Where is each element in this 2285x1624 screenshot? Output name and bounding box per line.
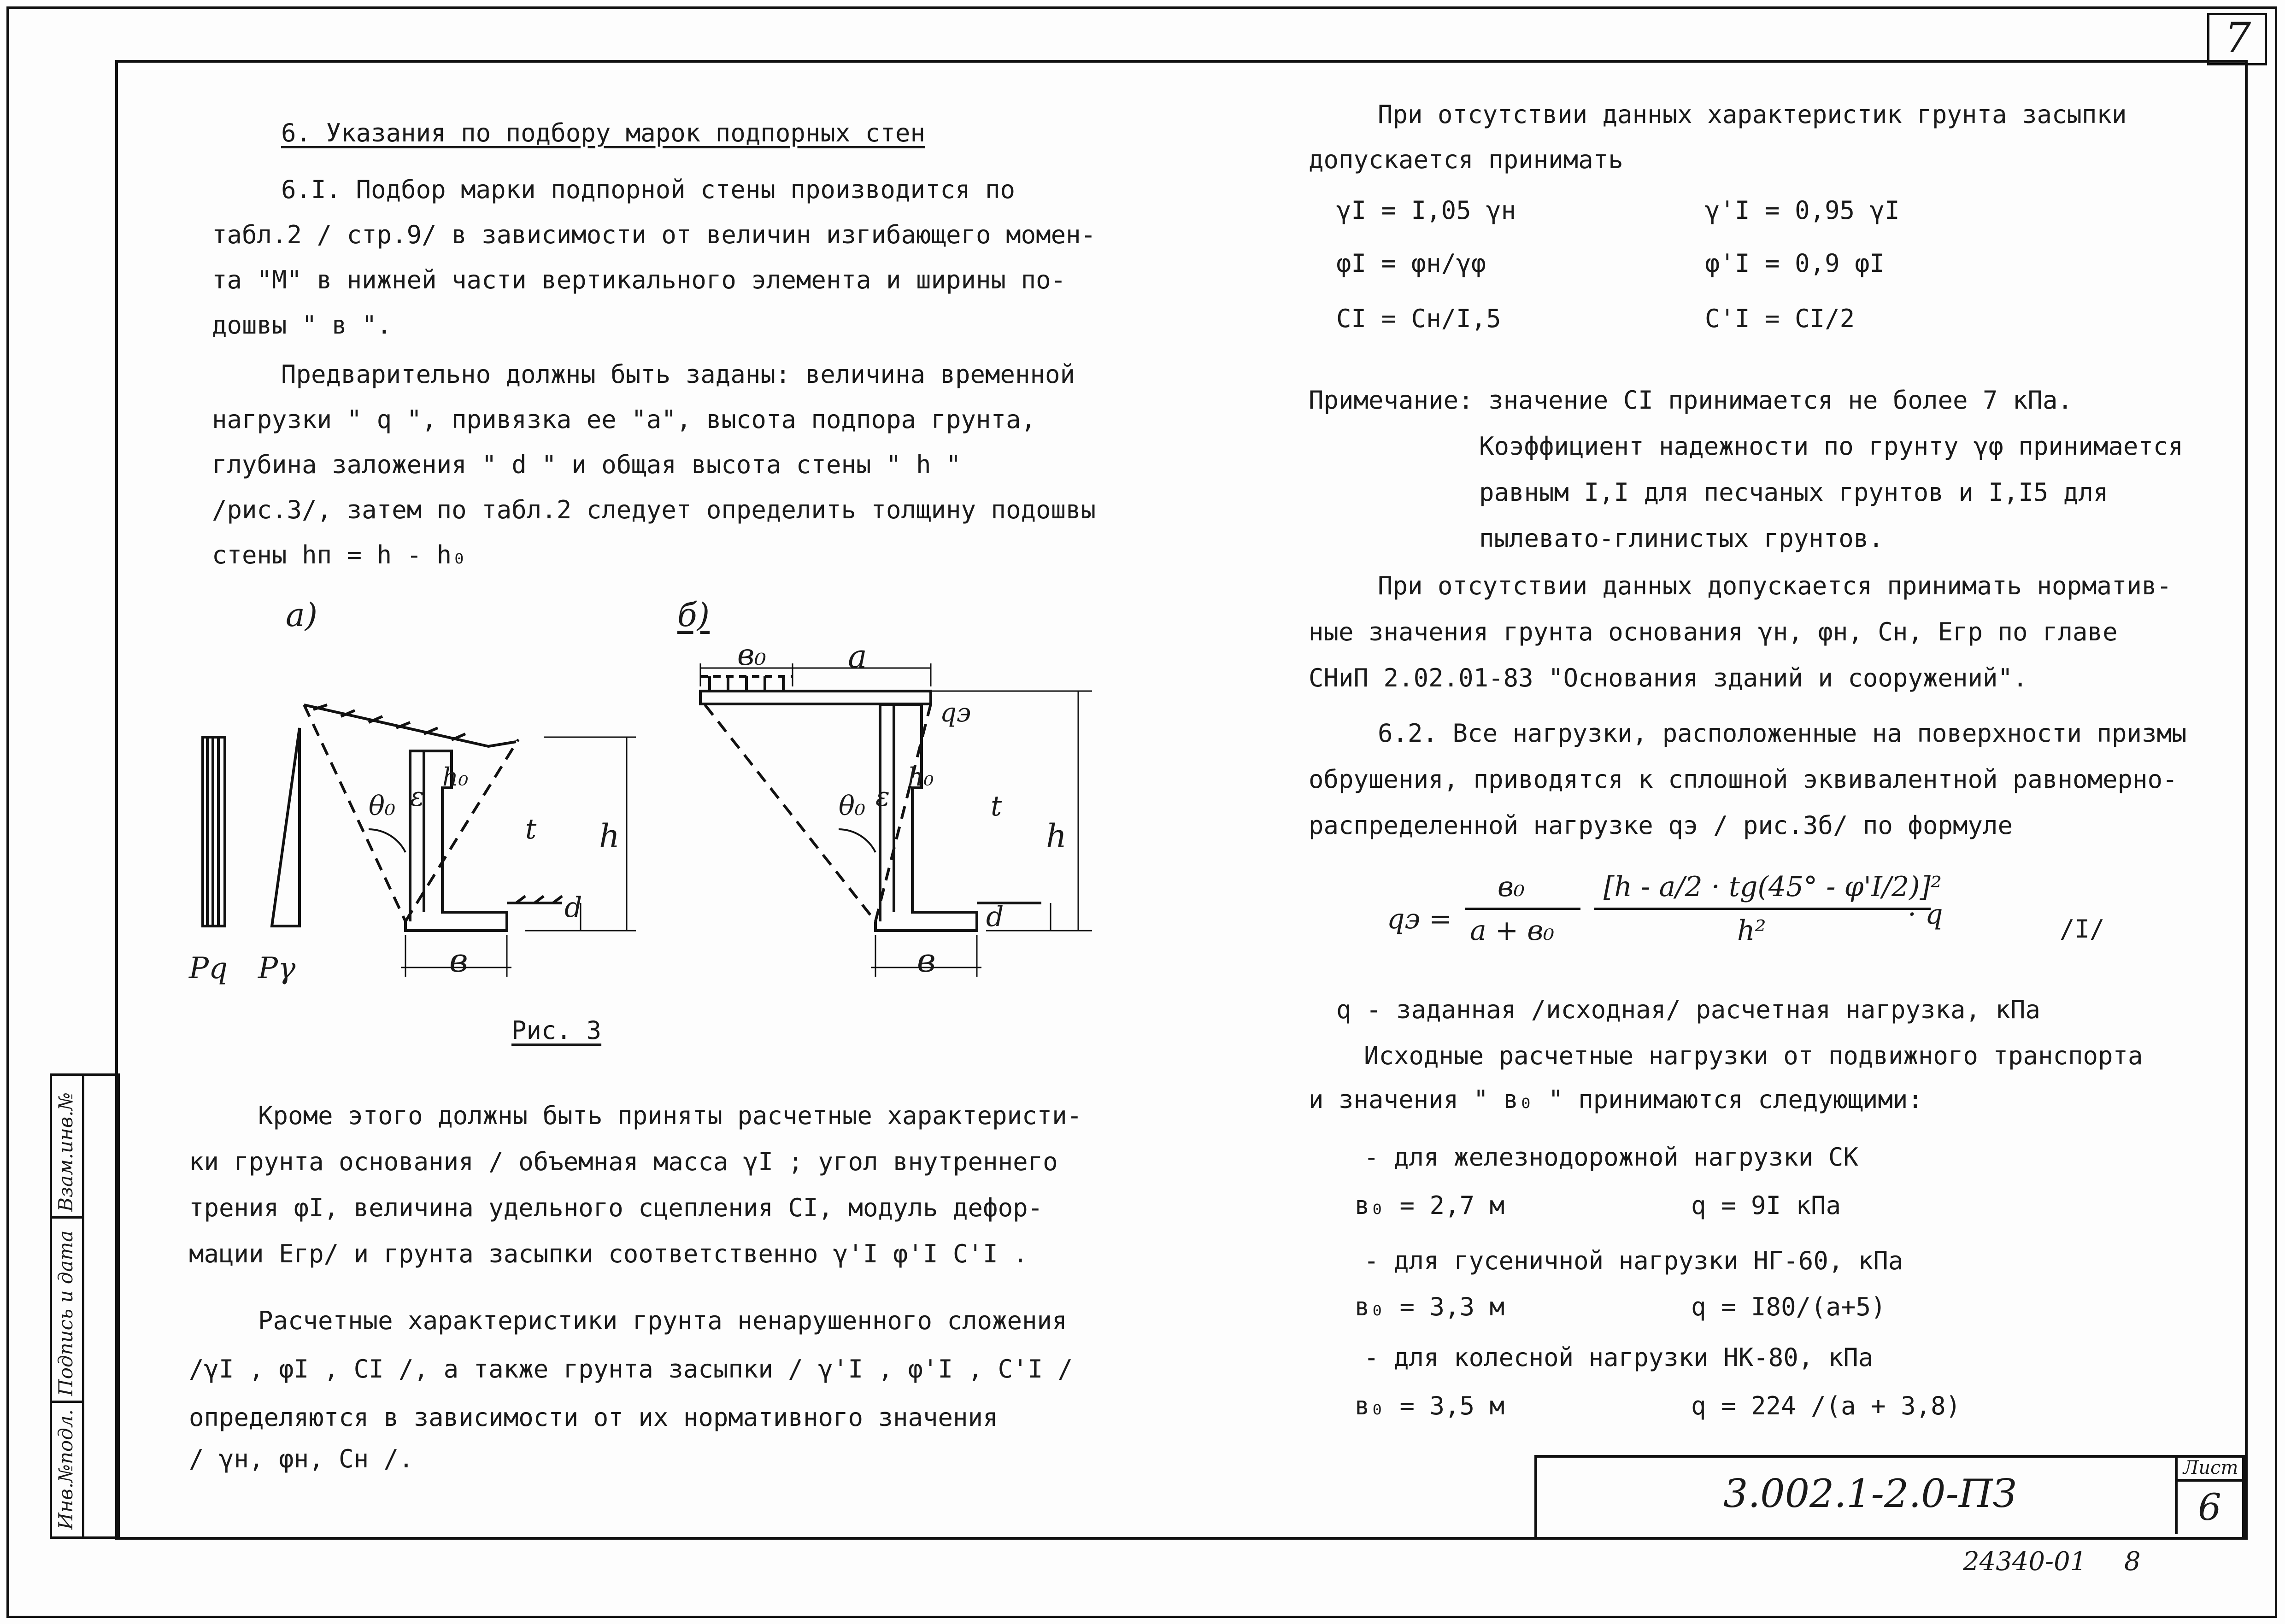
label-b-a: в	[449, 942, 468, 979]
right-para2-line: СНиП 2.02.01-83 "Основания зданий и сооружений".	[1309, 663, 2028, 692]
formula-frac1-den: а + в₀	[1470, 915, 1555, 947]
formula-frac2-num: [h - а/2 · tg(45° - φ'I/2)]²	[1604, 871, 1942, 903]
right-para1-line: При отсутствии данных характеристик грунта засыпки	[1378, 100, 2127, 129]
right-para3-line: распределенной нагрузке qэ / рис.3б/ по формуле	[1309, 811, 2013, 840]
load-title: - для колесной нагрузки НК-80, кПа	[1364, 1343, 1874, 1372]
sheet-number: 6	[2198, 1486, 2221, 1529]
pressure-diagram-pg	[272, 728, 300, 926]
label-theta-a: θ₀	[369, 790, 396, 821]
right-para2-line: При отсутствии данных допускается принимать норматив-	[1378, 571, 2172, 600]
para1-line: 6.I. Подбор марки подпорной стены производится по	[281, 175, 1016, 204]
load-q: q = 9I кПа	[1691, 1191, 1841, 1220]
formula-number: /I/	[2060, 915, 2105, 944]
para2-line: глубина заложения " d " и общая высота стены " h "	[212, 450, 961, 479]
corner-number: 7	[2225, 14, 2251, 62]
right-para3-line: обрушения, приводятся к сплошной эквивалентной равномерно-	[1309, 765, 2178, 794]
para4-line: /γI , φI , CI /, а также грунта засыпки / γ'I , φ'I , C'I /	[189, 1354, 1073, 1384]
stamp-divider	[82, 1073, 84, 1537]
label-d-b: d	[986, 901, 1004, 933]
load-q: q = I80/(а+5)	[1691, 1292, 1886, 1321]
label-pq: Pq	[189, 951, 228, 985]
label-q9-b: qэ	[940, 698, 971, 728]
fraction-bar	[1594, 908, 1931, 910]
para2-line: /рис.3/, затем по табл.2 следует определить толщину подошвы	[212, 495, 1096, 524]
load-q: q = 224 /(а + 3,8)	[1691, 1391, 1961, 1420]
right-para4-line: и значения " в₀ " принимаются следующими:	[1309, 1085, 1923, 1114]
para3-line: мации Егр/ и грунта засыпки соответственно γ'I φ'I C'I .	[189, 1239, 1028, 1268]
formula-frac1-num: в₀	[1498, 871, 1525, 903]
right-para3-line: 6.2. Все нагрузки, расположенные на поверхности призмы	[1378, 719, 2187, 748]
label-t-a: t	[525, 813, 537, 845]
figure-b-label: б)	[677, 596, 710, 634]
fraction-bar	[1465, 908, 1580, 910]
right-para4-line: q - заданная /исходная/ расчетная нагрузка, кПа	[1336, 995, 2041, 1024]
label-h0-b: h₀	[908, 762, 934, 791]
stamp-divider	[50, 1401, 84, 1403]
para1-line: табл.2 / стр.9/ в зависимости от величин изгибающего момен-	[212, 220, 1096, 249]
stamp-signature-date: Подпись и дата	[54, 1230, 77, 1396]
note-line: пылевато-глинистых грунтов.	[1479, 524, 1884, 553]
stamp-inv-podl: Инв.№подл.	[54, 1409, 77, 1530]
para2-line: стены hп = h - h₀	[212, 540, 467, 569]
note-line: равным I,I для песчаных грунтов и I,I5 для	[1479, 478, 2109, 507]
document-code: 3.002.1-2.0-ПЗ	[1723, 1471, 2017, 1516]
figure-caption: Рис. 3	[511, 1016, 602, 1045]
section-heading: 6. Указания по подбору марок подпорных стен	[281, 118, 925, 147]
right-para1-line: допускается принимать	[1309, 145, 1623, 174]
para4-line: / γн, φн, Cн /.	[189, 1444, 414, 1473]
equation: φ'I = 0,9 φI	[1705, 249, 1885, 278]
load-b0: в₀ = 3,5 м	[1355, 1391, 1505, 1420]
note-line: Коэффициент надежности по грунту γφ принимается	[1479, 432, 2184, 461]
label-d-a: d	[564, 891, 582, 924]
equation: γI = I,05 γн	[1336, 196, 1516, 225]
ground-surface-a	[304, 705, 516, 746]
para1-line: та "М" в нижней части вертикального элемента и ширины по-	[212, 265, 1066, 294]
para3-line: Кроме этого должны быть приняты расчетные характеристи-	[258, 1101, 1082, 1130]
label-theta-b: θ₀	[839, 790, 866, 821]
para1-line: дошвы " в ".	[212, 311, 392, 340]
archive-page: 8	[2124, 1547, 2141, 1577]
label-pg: Pγ	[258, 951, 296, 985]
label-h-a: h	[599, 817, 620, 855]
label-b-b: в	[917, 942, 936, 979]
label-t-b: t	[991, 790, 1002, 822]
load-b0: в₀ = 2,7 м	[1355, 1191, 1505, 1220]
formula-frac2-den: h²	[1737, 915, 1766, 947]
para4-line: определяются в зависимости от их нормативного значения	[189, 1403, 998, 1432]
para4-line: Расчетные характеристики грунта ненарушенного сложения	[258, 1306, 1067, 1335]
label-eps-a: ε	[410, 781, 425, 812]
para3-line: трения φI, величина удельного сцепления CI, модуль дефор-	[189, 1193, 1043, 1222]
para2-line: Предварительно должны быть заданы: величина временной	[281, 360, 1075, 389]
equation: CI = Cн/I,5	[1336, 304, 1501, 333]
load-title: - для гусеничной нагрузки НГ-60, кПа	[1364, 1246, 1903, 1275]
load-b0: в₀ = 3,3 м	[1355, 1292, 1505, 1321]
equation: γ'I = 0,95 γI	[1705, 196, 1900, 225]
label-b0-b: в₀	[737, 638, 766, 672]
sheet-label: Лист	[2183, 1457, 2238, 1478]
equation: φI = φн/γφ	[1336, 249, 1486, 278]
equation: C'I = CI/2	[1705, 304, 1855, 333]
para2-line: нагрузки " q ", привязка ее "а", высота подпора грунта,	[212, 405, 1036, 434]
right-para2-line: ные значения грунта основания γн, φн, Cн, Eгр по главе	[1309, 617, 2118, 646]
figure-a-label: а)	[286, 596, 318, 634]
load-title: - для железнодорожной нагрузки СК	[1364, 1143, 1858, 1172]
note-line: Примечание: значение CI принимается не более 7 кПа.	[1309, 386, 2073, 415]
label-h0-a: h₀	[442, 762, 469, 791]
formula-lhs: qэ =	[1387, 903, 1452, 935]
load-strip-b	[700, 691, 931, 704]
stamp-divider	[50, 1216, 84, 1219]
label-a-b: а	[848, 638, 867, 675]
label-h-b: h	[1046, 817, 1067, 855]
right-para4-line: Исходные расчетные нагрузки от подвижного транспорта	[1364, 1041, 2143, 1070]
title-block-divider	[2175, 1479, 2242, 1482]
stamp-vzam-inv: Взам.инв.№	[54, 1092, 77, 1212]
title-block-divider	[2175, 1455, 2178, 1534]
formula-tail: · q	[1908, 898, 1943, 931]
wall-b	[875, 705, 977, 931]
para3-line: ки грунта основания / объемная масса γI ; угол внутреннего	[189, 1147, 1058, 1176]
label-eps-b: ε	[875, 781, 890, 812]
archive-number: 24340-01	[1963, 1547, 2087, 1577]
